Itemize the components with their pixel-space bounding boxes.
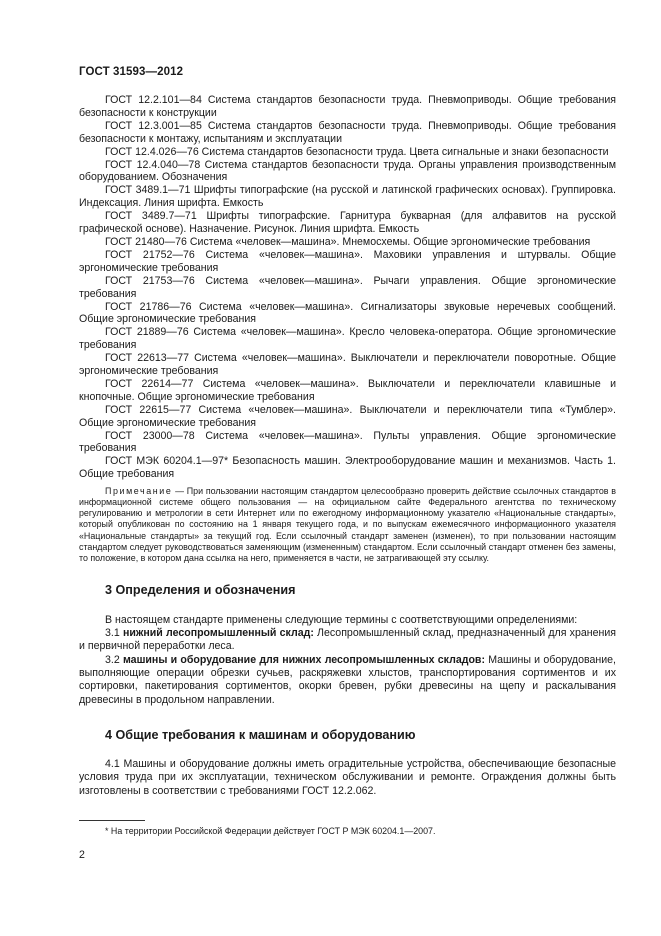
footnote-separator: [79, 820, 145, 821]
page-content: [79, 94, 616, 798]
term-text: Лесопромышленный склад, предназначенный для хранения и первичной переработки леса.: [79, 627, 616, 653]
term-name: машины и оборудование для нижних лесопромышленных складов:: [122, 653, 485, 666]
section-3-intro: В настоящем стандарте применены следующие термины с соответствующими определениями:: [105, 613, 578, 626]
reference-item: ГОСТ 22614—77 Система «человек—машина». Выключатели и переключатели клавишные и кнопочные. Общие эргономические требования: [79, 377, 616, 403]
reference-item: ГОСТ 12.2.101—84 Система стандартов безопасности труда. Пневмоприводы. Общие требования безопасности к конструкции: [79, 94, 616, 119]
reference-item: ГОСТ 3489.7—71 Шрифты типографские. Гарнитура букварная (для алфавитов на русской графической основе). Назначение. Рисунок. Линия шрифта. Емкость: [79, 210, 616, 236]
reference-item: ГОСТ 12.3.001—85 Система стандартов безопасности труда. Пневмоприводы. Общие требования безопасности к монтажу, испытаниям и эксплуатации: [79, 119, 616, 145]
term-definition: [79, 654, 616, 707]
section-3-title: 3 Определения и обозначения: [105, 582, 296, 597]
reference-item: ГОСТ 21889—76 Система «человек—машина». Кресло человека-оператора. Общие эргономические требования: [79, 326, 616, 352]
footnote: * На территории Российской Федерации действует ГОСТ Р МЭК 60204.1—2007.: [105, 826, 436, 836]
term-definition: [79, 627, 616, 654]
note-text: При пользовании настоящим стандартом целесообразно проверить действие ссылочных стандартов в информационной системе общего пользования — на официальном сайте Федерального агентства по техническому регулированию и метрологии в сети Интернет или по ежегодному информационному указателю «Национальные стандарты», который опубликован по состоянию на 1 января текущего года, и по выпускам ежемесячного информационного указателя «Национальные стандарты» за текущий год. Если ссылочный стандарт заменен (изменен), то при пользовании настоящим стандартом следует руководствоваться заменяющим (измененным) стандартом. Если ссылочный стандарт отменен без замены, то положение, в котором дана ссылка на него, применяется в части, не затрагивающей эту ссылку.: [79, 486, 616, 563]
reference-item: ГОСТ 12.4.026—76 Система стандартов безопасности труда. Цвета сигнальные и знаки безопасности: [105, 145, 609, 158]
term-name: нижний лесопромышленный склад:: [122, 627, 314, 640]
section-4-paragraph-1: 4.1 Машины и оборудование должны иметь оградительные устройства, обеспечивающие безопасные условия труда при их эксплуатации, техническом обслуживании и ремонте. Ограждения должны быть изготовлены в соответствии с требованиями ГОСТ 12.2.062.: [79, 757, 616, 797]
reference-item: ГОСТ 23000—78 Система «человек—машина». Пульты управления. Общие эргономические требования: [79, 429, 616, 455]
reference-item: ГОСТ МЭК 60204.1—97* Безопасность машин. Электрооборудование машин и механизмов. Часть 1. Общие требования: [79, 455, 616, 481]
standard-header: ГОСТ 31593—2012: [79, 66, 184, 78]
reference-item: ГОСТ 12.4.040—78 Система стандартов безопасности труда. Органы управления производственным оборудованием. Обозначения: [79, 158, 616, 184]
normative-references-list: [79, 94, 616, 481]
reference-item: ГОСТ 21753—76 Система «человек—машина». Рычаги управления. Общие эргономические требования: [79, 274, 616, 300]
reference-item: ГОСТ 21480—76 Система «человек—машина». Мнемосхемы. Общие эргономические требования: [105, 235, 591, 248]
term-number: 3.1: [105, 627, 123, 640]
reference-item: ГОСТ 3489.1—71 Шрифты типографские (на русской и латинской графических основах). Группировка. Индексация. Линия шрифта. Емкость: [79, 184, 616, 210]
reference-item: ГОСТ 21752—76 Система «человек—машина». Маховики управления и штурвалы. Общие эргономические требования: [79, 248, 616, 274]
note-dash: —: [172, 486, 187, 497]
note-label: Примечание: [105, 486, 173, 497]
reference-item: ГОСТ 22615—77 Система «человек—машина». Выключатели и переключатели типа «Тумблер». Общие эргономические требования: [79, 403, 616, 429]
reference-item: ГОСТ 21786—76 Система «человек—машина». Сигнализаторы звуковые неречевых сообщений. Общие эргономические требования: [79, 300, 616, 326]
term-text: Машины и оборудование, выполняющие операции обрезки сучьев, раскряжевки хлыстов, транспортирования сортиментов и их сортировки, пакетирования сортиментов, окорки бревен, рубки древесины на щепу и раскалывания древесины в продольном направлении.: [79, 653, 617, 706]
note-paragraph: [79, 486, 616, 564]
term-number: 3.2: [105, 653, 123, 666]
page-number: 2: [79, 849, 85, 861]
reference-item: ГОСТ 22613—77 Система «человек—машина». Выключатели и переключатели поворотные. Общие эргономические требования: [79, 352, 616, 378]
section-4-title: 4 Общие требования к машинам и оборудованию: [105, 727, 416, 742]
